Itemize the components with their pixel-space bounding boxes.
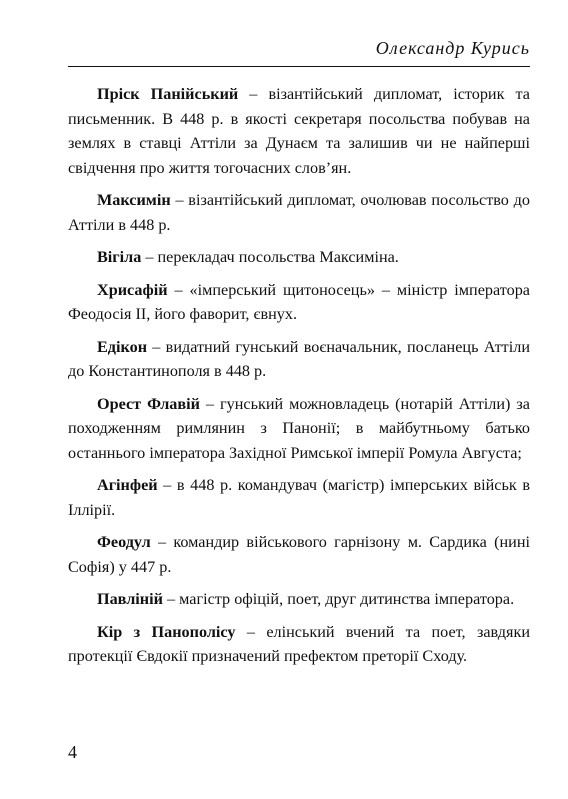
entry-text: – гунський можновладець (нотарій Аттіли) за походженням римлянин з Панонії; в майбутньому батько останнього імператора Західної Римської імперії Ромула Августа;: [68, 394, 530, 462]
entry-term: Павліній: [97, 590, 163, 608]
glossary-entry: [68, 620, 530, 669]
entry-term: Кір з Панополісу: [97, 622, 236, 641]
entry-text: – перекладач посольства Максиміна.: [141, 248, 399, 266]
entry-term: Орест Флавій: [97, 394, 200, 413]
entry-term: Агінфей: [97, 476, 158, 494]
entry-text: – «імперський щитоносець» – міністр імператора Феодосія II, його фаворит, євнух.: [68, 280, 530, 323]
glossary-entry: [68, 587, 530, 612]
entry-text: – візантійський дипломат, очолював посольство до Аттіли в 448 р.: [68, 191, 530, 234]
entry-term: Едікон: [97, 337, 148, 356]
glossary-entry: [68, 335, 530, 384]
glossary-entry: [68, 278, 530, 327]
glossary-entry: [68, 82, 530, 180]
glossary-entry: [68, 530, 530, 579]
glossary-entry: [68, 392, 530, 466]
page-number: 4: [68, 742, 77, 762]
header-rule: [68, 66, 530, 67]
glossary-entry: [68, 188, 530, 237]
entry-text: – елінський вчений та поет, завдяки протекції Євдокії призначений префектом преторії Сходу.: [68, 622, 530, 665]
glossary-list: [68, 82, 530, 677]
entry-text: – видатний гунський воєначальник, посланець Аттіли до Константинополя в 448 р.: [68, 337, 530, 380]
entry-text: – в 448 р. командувач (магістр) імперських військ в Іллірії.: [68, 476, 530, 519]
running-header-author: Олександр Курись: [375, 38, 530, 58]
entry-text: – командир військового гарнізону м. Сардика (нині Софія) у 447 р.: [68, 533, 530, 576]
entry-term: Максимін: [97, 191, 171, 209]
entry-term: Вігіла: [97, 248, 142, 266]
entry-term: Хрисафій: [97, 280, 168, 299]
entry-term: Пріск Панійський: [97, 85, 239, 103]
glossary-entry: [68, 245, 530, 270]
glossary-entry: [68, 473, 530, 522]
entry-text: – візантійський дипломат, історик та письменник. В 448 р. в якості секретаря посольства побував на землях в ставці Аттіли за Дунаєм та залишив чи не найперші свідчення про життя тогочасних слов’ян.: [68, 85, 530, 177]
entry-text: – магістр офіцій, поет, друг дитинства імператора.: [162, 590, 515, 608]
entry-term: Феодул: [97, 533, 151, 551]
